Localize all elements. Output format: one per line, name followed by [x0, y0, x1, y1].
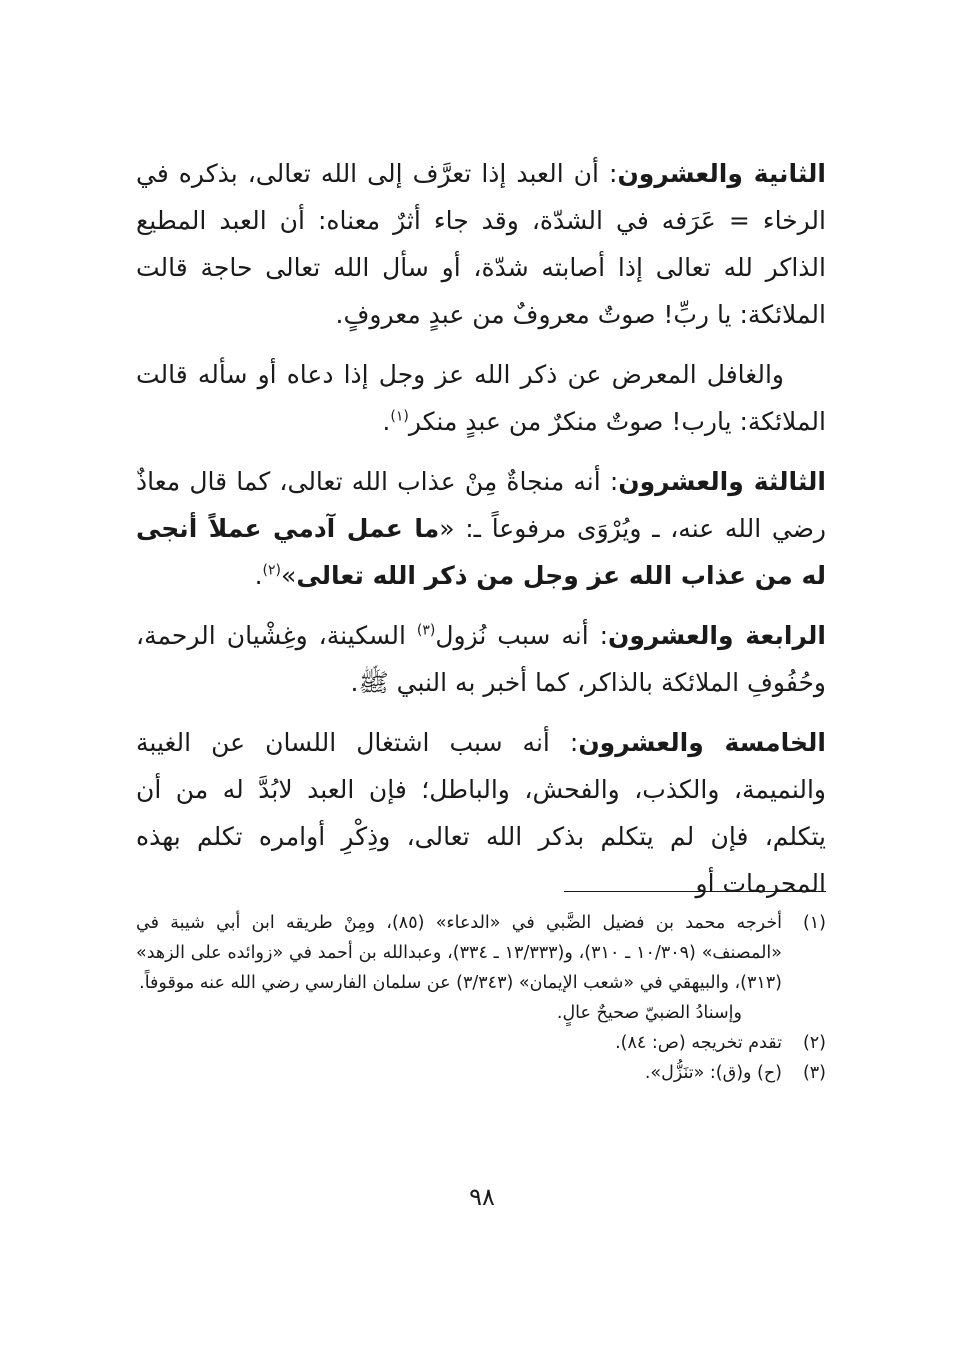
footnote-1: [136, 908, 826, 998]
footnote-ref-3[interactable]: (٣): [416, 622, 436, 639]
paragraph-text-end: .: [382, 407, 391, 436]
footnote-divider: [564, 891, 826, 892]
footnote-3: [136, 1058, 826, 1088]
footnote-ref-2[interactable]: (٢): [262, 562, 282, 579]
paragraph-text-end: .: [254, 561, 263, 590]
footnote-text: تقدم تخريجه (ص: ٨٤).: [615, 1033, 782, 1053]
footnote-1-note: وإسنادُ الضبيّ صحيحٌ عالٍ.: [556, 1003, 742, 1023]
paragraph-text: : أنه سبب اشتغال اللسان عن الغيبة والنميمة، والكذب، والفحش، والباطل؛ فإن العبد لابُدَّ له من أن يتكلم، فإن لم يتكلم بذكر الله تعالى، وذِكْرِ أوامره تكلم بهذه المحرمات أو: [136, 728, 826, 898]
footnote-number: (٢): [802, 1033, 826, 1053]
footnote-number: (٣): [802, 1063, 826, 1083]
paragraph-25: [136, 719, 826, 907]
footnote-text: أخرجه محمد بن فضيل الضَّبي في «الدعاء» (٨٥)، ومِنْ طريقه ابن أبي شيبة في «المصنف» (١٠/٣٠٩ ـ ٣١٠)، و(١٣/٣٣٣ ـ ٣٣٤)، وعبدالله بن أحمد في «زوائده على الزهد» (٣١٣)، والبيهقي في «شعب الإيمان» (٣/٣٤٣) عن سلمان الفارسي رضي الله عنه موقوفاً.: [136, 913, 783, 993]
footnote-number: (١): [802, 913, 826, 933]
footnotes: [136, 908, 826, 1088]
paragraph-22: [136, 150, 826, 338]
main-text: [136, 150, 826, 920]
paragraph-text: : أن العبد إذا تعرَّف إلى الله تعالى، بذكره في الرخاء = عَرَفه في الشدّة، وقد جاء أثرٌ معناه: أن العبد المطيع الذاكر لله تعالى إذا أصابته شدّة، أو سأل الله تعالى حاجة قالت الملائكة: يا ربِّ! صوتٌ معروفٌ من عبدٍ معروفٍ.: [136, 159, 826, 329]
paragraph-text: : أنه منجاةٌ مِنْ عذاب الله تعالى، كما قال معاذٌ رضي الله عنه، ـ ويُرْوَى مرفوعاً ـ: «: [136, 467, 827, 543]
paragraph-text: والغافل المعرض عن ذكر الله عز وجل إذا دعاه أو سأله قالت الملائكة: يارب! صوتٌ منكرٌ من عبدٍ منكر: [136, 360, 826, 436]
quote-close: »: [281, 561, 297, 590]
paragraph-24: [136, 612, 826, 706]
paragraph-heading: الثالثة والعشرون: [618, 467, 827, 496]
paragraph-heading: الرابعة والعشرون: [608, 621, 826, 650]
page-number: ٩٨: [469, 1183, 495, 1211]
paragraph-text: : أنه سبب نُزول: [435, 621, 609, 650]
hadith-quote: ما عمل آدمي عملاً أنجى له من عذاب الله عز وجل من ذكر الله تعالى: [136, 514, 826, 590]
paragraph-heading: الخامسة والعشرون: [578, 728, 826, 757]
footnote-ref-1[interactable]: (١): [390, 408, 409, 425]
footnote-2: [136, 1028, 826, 1058]
paragraph-heading: الثانية والعشرون: [617, 159, 826, 188]
paragraph-23: [136, 458, 826, 599]
paragraph-text-end: السكينة، وغِشْيان الرحمة، وحُفُوفِ الملائكة بالذاكر، كما أخبر به النبي ﷺ.: [136, 621, 826, 697]
paragraph-heedless: [136, 351, 826, 445]
footnote-text: (ح) و(ق): «تنَزُّل».: [644, 1063, 782, 1083]
